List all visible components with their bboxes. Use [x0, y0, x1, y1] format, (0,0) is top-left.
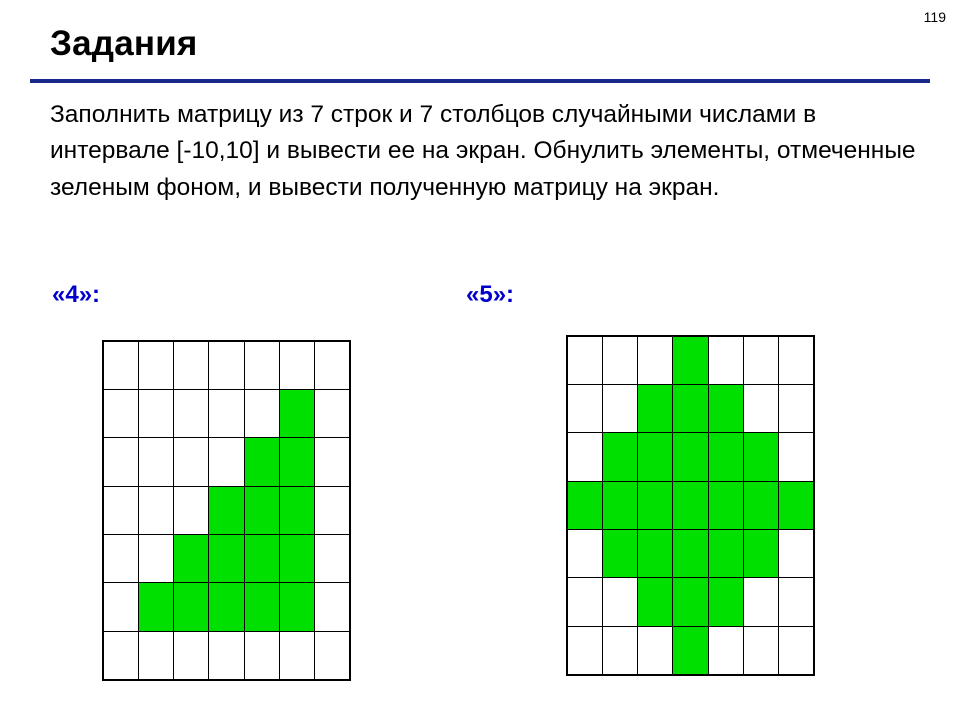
matrix-cell: [602, 336, 637, 384]
matrix-cell: [743, 626, 778, 674]
matrix-row: [567, 530, 814, 578]
matrix-cell-highlighted: [567, 481, 602, 529]
matrix-cell: [779, 433, 814, 481]
matrix-row: [103, 535, 350, 583]
matrix-cell-highlighted: [174, 535, 209, 583]
matrix-cell-highlighted: [279, 583, 314, 631]
matrix-cell: [567, 336, 602, 384]
matrix-grid-variant-4: [102, 340, 351, 681]
matrix-cell: [244, 341, 279, 389]
matrix-cell: [638, 626, 673, 674]
matrix-cell: [103, 389, 138, 437]
matrix-cell: [138, 535, 173, 583]
matrix-cell: [602, 384, 637, 432]
matrix-cell: [174, 631, 209, 679]
matrix-cell: [315, 535, 350, 583]
matrix-cell: [567, 530, 602, 578]
matrix-cell: [138, 438, 173, 486]
matrix-cell: [602, 578, 637, 626]
matrix-cell: [743, 578, 778, 626]
matrix-cell-highlighted: [244, 438, 279, 486]
matrix-cell-highlighted: [244, 486, 279, 534]
page-number: 119: [923, 9, 946, 25]
matrix-cell-highlighted: [673, 384, 708, 432]
matrix-cell: [209, 631, 244, 679]
matrix-cell: [174, 486, 209, 534]
matrix-cell: [779, 384, 814, 432]
matrix-cell: [638, 336, 673, 384]
matrix-cell-highlighted: [708, 433, 743, 481]
matrix-row: [103, 486, 350, 534]
matrix-cell-highlighted: [743, 481, 778, 529]
matrix-cell: [315, 438, 350, 486]
matrix-cell: [138, 341, 173, 389]
matrix-cell: [567, 626, 602, 674]
matrix-cell: [743, 336, 778, 384]
matrix-cell: [315, 486, 350, 534]
matrix-cell: [244, 389, 279, 437]
matrix-cell: [779, 336, 814, 384]
matrix-cell: [315, 583, 350, 631]
matrix-cell: [315, 341, 350, 389]
matrix-cell-highlighted: [638, 578, 673, 626]
matrix-cell-highlighted: [638, 481, 673, 529]
matrix-cell-highlighted: [708, 578, 743, 626]
matrix-cell-highlighted: [673, 336, 708, 384]
matrix-cell: [209, 389, 244, 437]
matrix-cell-highlighted: [638, 530, 673, 578]
matrix-row: [567, 336, 814, 384]
matrix-row: [567, 481, 814, 529]
matrix-cell: [103, 631, 138, 679]
variant-4-label: «4»:: [52, 281, 101, 308]
matrix-cell-highlighted: [209, 486, 244, 534]
matrix-cell-highlighted: [743, 433, 778, 481]
matrix-cell-highlighted: [673, 481, 708, 529]
matrix-cell-highlighted: [602, 433, 637, 481]
matrix-cell: [103, 438, 138, 486]
matrix-cell: [138, 486, 173, 534]
matrix-cell-highlighted: [708, 530, 743, 578]
matrix-grid-variant-5: [566, 335, 815, 676]
matrix-cell-highlighted: [779, 481, 814, 529]
matrix-cell: [567, 578, 602, 626]
matrix-cell-highlighted: [279, 486, 314, 534]
matrix-cell: [209, 341, 244, 389]
matrix-row: [567, 384, 814, 432]
matrix-cell: [779, 578, 814, 626]
task-description: Заполнить матрицу из 7 строк и 7 столбцов случайными числами в интервале [-10,10] и вывести ее на экран. Обнулить элементы, отмеченные зеленым фоном, и вывести полученную матрицу на экран.: [50, 101, 916, 201]
matrix-cell: [138, 389, 173, 437]
matrix-cell: [174, 438, 209, 486]
matrix-cell-highlighted: [743, 530, 778, 578]
matrix-cell: [103, 583, 138, 631]
matrix-row: [103, 438, 350, 486]
matrix-cell: [103, 341, 138, 389]
matrix-row: [567, 578, 814, 626]
matrix-cell-highlighted: [602, 481, 637, 529]
matrix-cell: [138, 631, 173, 679]
matrix-row: [567, 433, 814, 481]
matrix-cell-highlighted: [174, 583, 209, 631]
matrix-cell: [602, 626, 637, 674]
matrix-cell-highlighted: [244, 583, 279, 631]
matrix-cell: [708, 336, 743, 384]
matrix-row: [103, 631, 350, 679]
matrix-cell: [174, 389, 209, 437]
matrix-cell: [244, 631, 279, 679]
matrix-cell: [209, 438, 244, 486]
matrix-row: [567, 626, 814, 674]
matrix-cell-highlighted: [638, 433, 673, 481]
matrix-cell-highlighted: [673, 578, 708, 626]
variant-5-label: «5»:: [466, 281, 515, 308]
matrix-cell: [279, 631, 314, 679]
matrix-cell-highlighted: [244, 535, 279, 583]
matrix-cell-highlighted: [673, 530, 708, 578]
matrix-cell: [315, 631, 350, 679]
matrix-cell: [103, 486, 138, 534]
matrix-cell: [779, 530, 814, 578]
matrix-cell-highlighted: [209, 583, 244, 631]
matrix-cell: [743, 384, 778, 432]
matrix-cell-highlighted: [673, 433, 708, 481]
matrix-row: [103, 389, 350, 437]
matrix-cell-highlighted: [708, 384, 743, 432]
matrix-row: [103, 341, 350, 389]
matrix-cell-highlighted: [209, 535, 244, 583]
title-underline: [30, 79, 930, 83]
matrix-cell: [315, 389, 350, 437]
matrix-cell-highlighted: [638, 384, 673, 432]
matrix-cell-highlighted: [279, 535, 314, 583]
matrix-cell: [567, 433, 602, 481]
matrix-cell-highlighted: [138, 583, 173, 631]
matrix-cell: [174, 341, 209, 389]
matrix-cell: [567, 384, 602, 432]
slide-title: Задания: [50, 24, 198, 63]
matrix-cell: [103, 535, 138, 583]
matrix-cell: [279, 341, 314, 389]
matrix-cell-highlighted: [708, 481, 743, 529]
matrix-row: [103, 583, 350, 631]
matrix-cell-highlighted: [279, 438, 314, 486]
matrix-cell-highlighted: [673, 626, 708, 674]
matrix-cell-highlighted: [602, 530, 637, 578]
matrix-cell: [708, 626, 743, 674]
matrix-cell-highlighted: [279, 389, 314, 437]
matrix-cell: [779, 626, 814, 674]
